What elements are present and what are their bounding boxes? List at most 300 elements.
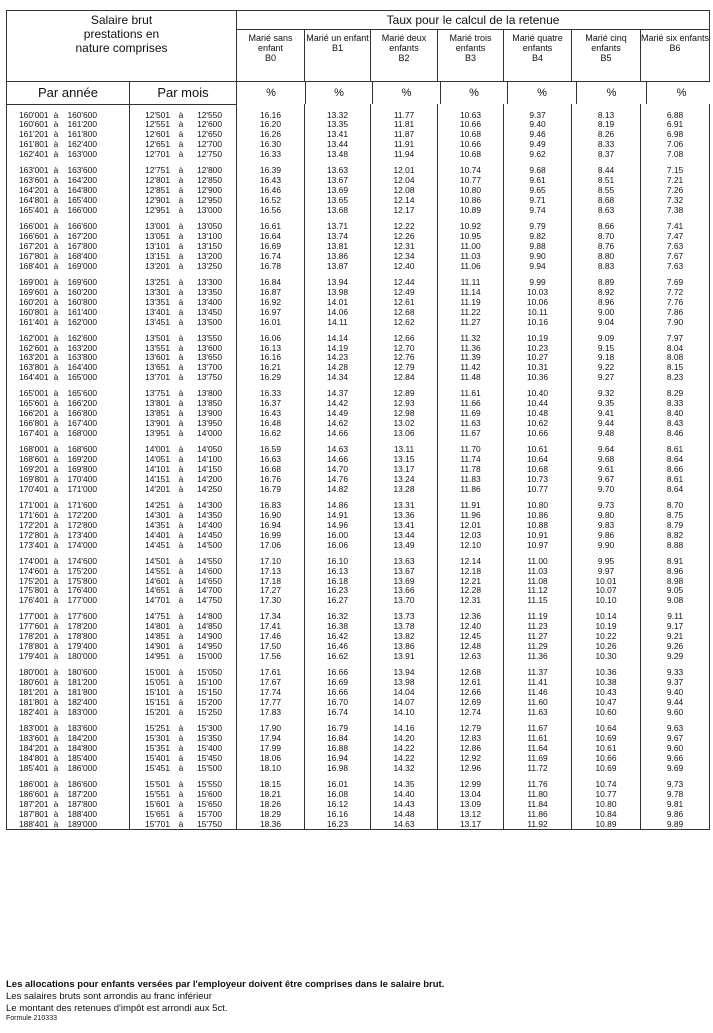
rate-cell-b6: 9.89	[641, 820, 710, 830]
range-from: 170'401	[19, 483, 49, 494]
rate-cell-b3: 11.67	[438, 429, 504, 439]
rate-cell-b0: 16.56	[237, 206, 305, 216]
range-from: 14'951	[145, 651, 170, 662]
rate-cell-b1: 16.42	[305, 632, 371, 642]
range-to: 166'600	[67, 221, 97, 232]
rate-cell-b0: 16.33	[237, 150, 305, 160]
rate-cell-b2: 13.66	[371, 586, 438, 596]
range-separator: à	[53, 444, 59, 455]
rate-cell-b0: 17.50	[237, 642, 305, 652]
rate-cell-b4: 10.66	[504, 429, 572, 439]
range-to: 166'000	[67, 205, 97, 216]
range-separator: à	[178, 195, 184, 206]
range-from: 13'951	[145, 428, 170, 439]
rate-cell-b5: 9.35	[572, 399, 641, 409]
range-from: 13'551	[145, 342, 170, 353]
rate-cell-b0: 16.94	[237, 521, 305, 531]
range-from: 168'401	[19, 260, 49, 271]
table-row	[7, 596, 710, 606]
rate-cell-b3: 12.83	[438, 734, 504, 744]
range-to: 162'600	[67, 332, 97, 343]
rate-cell-b2: 14.35	[371, 780, 438, 790]
rate-cell-b6: 9.67	[641, 734, 710, 744]
rate-cell-b6: 8.08	[641, 353, 710, 363]
rate-cell-b0: 16.62	[237, 429, 305, 439]
range-from: 12'801	[145, 175, 170, 186]
rate-cell-b2: 12.89	[371, 389, 438, 399]
column-code: B2	[398, 53, 410, 63]
range-from: 166'601	[19, 230, 49, 241]
column-header-b0	[237, 30, 305, 82]
range-to: 163'200	[67, 342, 97, 353]
range-from: 15'151	[145, 697, 170, 708]
rate-cell-b2: 14.22	[371, 744, 438, 754]
rate-cell-b5: 10.77	[572, 790, 641, 800]
range-to: 165'400	[67, 195, 97, 206]
rate-cell-b2: 11.91	[371, 140, 438, 150]
range-from: 188'401	[19, 818, 49, 829]
rate-cell-b3: 10.80	[438, 186, 504, 196]
rate-cell-b3: 11.83	[438, 475, 504, 485]
range-separator: à	[53, 149, 59, 160]
range-from: 175'801	[19, 585, 49, 596]
range-to: 162'400	[67, 139, 97, 150]
range-from: 168'001	[19, 444, 49, 455]
rate-cell-b4: 11.00	[504, 557, 572, 567]
range-separator: à	[53, 555, 59, 566]
range-separator: à	[178, 762, 184, 773]
range-separator: à	[178, 388, 184, 399]
range-separator: à	[178, 509, 184, 520]
rate-cell-b1: 13.44	[305, 140, 371, 150]
rate-cell-b0: 16.90	[237, 511, 305, 521]
rate-cell-b0: 16.46	[237, 186, 305, 196]
range-separator: à	[53, 306, 59, 317]
rate-cell-b1: 13.74	[305, 232, 371, 242]
range-separator: à	[53, 752, 59, 763]
column-header-b3	[438, 30, 504, 82]
rate-cell-b4: 9.49	[504, 140, 572, 150]
rate-cell-b2: 14.40	[371, 790, 438, 800]
range-to: 12'900	[197, 185, 222, 196]
rate-cell-b3: 12.03	[438, 531, 504, 541]
rate-cell-b4: 10.06	[504, 298, 572, 308]
rate-cell-b2: 12.93	[371, 399, 438, 409]
rate-cell-b1: 16.00	[305, 531, 371, 541]
rate-cell-b1: 14.76	[305, 475, 371, 485]
rate-cell-b2: 12.62	[371, 318, 438, 328]
rate-cell-b5: 10.66	[572, 754, 641, 764]
range-separator: à	[53, 742, 59, 753]
range-separator: à	[178, 408, 184, 419]
rate-cell-b5: 10.80	[572, 800, 641, 810]
range-separator: à	[178, 641, 184, 652]
rate-cell-b1: 16.08	[305, 790, 371, 800]
rate-cell-b5: 10.64	[572, 724, 641, 734]
range-to: 12'800	[197, 165, 222, 176]
range-from: 186'601	[19, 788, 49, 799]
rate-cell-b5: 9.41	[572, 409, 641, 419]
rate-cell-b0: 17.13	[237, 567, 305, 577]
range-separator: à	[53, 316, 59, 327]
rate-cell-b1: 16.16	[305, 810, 371, 820]
rate-cell-b2: 13.78	[371, 622, 438, 632]
rate-cell-b2: 12.17	[371, 206, 438, 216]
range-to: 13'050	[197, 221, 222, 232]
rate-cell-b2: 12.22	[371, 222, 438, 232]
rate-cell-b4: 11.84	[504, 800, 572, 810]
range-from: 12'651	[145, 139, 170, 150]
tax-rate-table	[6, 10, 710, 830]
range-separator: à	[53, 529, 59, 540]
column-label: Marié quatre enfants	[512, 33, 563, 53]
rate-cell-b0: 17.46	[237, 632, 305, 642]
range-separator: à	[53, 418, 59, 429]
rate-cell-b4: 11.92	[504, 820, 572, 830]
range-to: 169'000	[67, 260, 97, 271]
range-separator: à	[53, 509, 59, 520]
range-from: 15'501	[145, 778, 170, 789]
rate-cell-b0: 17.18	[237, 577, 305, 587]
range-to: 169'800	[67, 464, 97, 474]
range-from: 15'351	[145, 742, 170, 753]
rate-cell-b5: 10.84	[572, 810, 641, 820]
rate-cell-b4: 11.15	[504, 596, 572, 606]
range-to: 13'800	[197, 388, 222, 399]
rate-cell-b4: 11.86	[504, 810, 572, 820]
range-to: 15'350	[197, 732, 222, 743]
column-label: Marié six enfants	[641, 33, 710, 43]
taux-header: Taux pour le calcul de la retenue	[237, 11, 710, 30]
range-to: 14'200	[197, 473, 222, 484]
range-to: 12'750	[197, 149, 222, 160]
range-separator: à	[178, 398, 184, 409]
range-from: 14'551	[145, 565, 170, 576]
rate-cell-b1: 16.79	[305, 724, 371, 734]
range-to: 171'000	[67, 483, 97, 494]
range-separator: à	[178, 499, 184, 510]
rate-cell-b1: 13.87	[305, 262, 371, 272]
range-separator: à	[178, 808, 184, 819]
range-from: 13'301	[145, 286, 170, 297]
range-to: 170'400	[67, 473, 97, 484]
rate-cell-b4: 9.88	[504, 242, 572, 252]
rate-cell-b2: 14.48	[371, 810, 438, 820]
rate-cell-b1: 13.69	[305, 186, 371, 196]
rate-cell-b3: 11.03	[438, 252, 504, 262]
rate-cell-b5: 8.37	[572, 150, 641, 160]
range-separator: à	[178, 149, 184, 160]
rate-cell-b4: 10.61	[504, 445, 572, 455]
range-to: 188'400	[67, 808, 97, 819]
range-from: 160'001	[19, 109, 49, 120]
range-separator: à	[53, 788, 59, 799]
range-from: 163'801	[19, 362, 49, 373]
rate-cell-b0: 16.52	[237, 196, 305, 206]
rate-cell-b2: 13.28	[371, 485, 438, 495]
range-to: 12'950	[197, 195, 222, 206]
rate-cell-b2: 12.61	[371, 298, 438, 308]
rate-cell-b0: 18.06	[237, 754, 305, 764]
rate-cell-b3: 11.66	[438, 399, 504, 409]
rate-cell-b3: 10.63	[438, 111, 504, 121]
rate-cell-b4: 11.41	[504, 678, 572, 688]
rate-cell-b1: 13.68	[305, 206, 371, 216]
rate-cell-b0: 16.92	[237, 298, 305, 308]
range-from: 15'301	[145, 732, 170, 743]
range-from: 187'201	[19, 798, 49, 809]
rate-cell-b6: 8.70	[641, 501, 710, 511]
range-separator: à	[53, 372, 59, 383]
rate-cell-b3: 12.86	[438, 744, 504, 754]
rate-cell-b6: 8.61	[641, 475, 710, 485]
range-separator: à	[53, 818, 59, 829]
rate-cell-b2: 12.49	[371, 288, 438, 298]
rate-cell-b2: 12.66	[371, 334, 438, 344]
rate-cell-b5: 8.51	[572, 176, 641, 186]
rate-cell-b5: 9.73	[572, 501, 641, 511]
rate-cell-b5: 9.86	[572, 531, 641, 541]
range-separator: à	[178, 697, 184, 708]
rate-cell-b1: 16.66	[305, 688, 371, 698]
rate-cell-b6: 7.86	[641, 308, 710, 318]
rate-cell-b6: 9.60	[641, 744, 710, 754]
range-to: 169'600	[67, 276, 97, 287]
range-to: 14'050	[197, 444, 222, 455]
rate-rows	[7, 104, 710, 830]
rate-cell-b5: 9.44	[572, 419, 641, 429]
rate-cell-b0: 16.76	[237, 475, 305, 485]
range-separator: à	[178, 240, 184, 251]
range-from: 13'451	[145, 316, 170, 327]
range-separator: à	[178, 611, 184, 622]
rate-cell-b6: 7.63	[641, 262, 710, 272]
range-from: 13'001	[145, 221, 170, 232]
range-to: 174'000	[67, 539, 97, 550]
range-from: 165'601	[19, 398, 49, 409]
range-to: 14'900	[197, 631, 222, 642]
unit-percent: %	[441, 82, 508, 104]
rate-cell-b3: 13.04	[438, 790, 504, 800]
rate-cell-b5: 9.32	[572, 389, 641, 399]
range-from: 164'401	[19, 372, 49, 383]
range-separator: à	[178, 473, 184, 484]
column-code: B3	[464, 53, 476, 63]
rate-cell-b5: 10.22	[572, 632, 641, 642]
rate-cell-b5: 8.92	[572, 288, 641, 298]
range-from: 14'701	[145, 595, 170, 606]
rate-cell-b1: 14.37	[305, 389, 371, 399]
range-separator: à	[178, 555, 184, 566]
range-from: 15'701	[145, 818, 170, 829]
rate-cell-b2: 14.10	[371, 708, 438, 718]
rate-cell-b4: 9.37	[504, 111, 572, 121]
range-separator: à	[178, 129, 184, 140]
rate-cell-b0: 16.39	[237, 166, 305, 176]
rate-cell-b0: 17.61	[237, 668, 305, 678]
rate-cell-b4: 10.16	[504, 318, 572, 328]
range-to: 167'400	[67, 418, 97, 429]
table-row	[7, 373, 710, 383]
range-from: 177'601	[19, 621, 49, 632]
rate-cell-b0: 16.43	[237, 176, 305, 186]
range-to: 177'000	[67, 595, 97, 606]
rate-cell-b2: 11.87	[371, 130, 438, 140]
table-row	[7, 652, 710, 662]
rate-cell-b1: 13.81	[305, 242, 371, 252]
range-separator: à	[53, 808, 59, 819]
range-from: 14'451	[145, 539, 170, 550]
range-separator: à	[178, 464, 184, 474]
rate-cell-b4: 10.40	[504, 389, 572, 399]
rate-cell-b4: 11.08	[504, 577, 572, 587]
range-separator: à	[178, 778, 184, 789]
range-separator: à	[178, 230, 184, 241]
rate-cell-b3: 10.92	[438, 222, 504, 232]
rate-cell-b5: 9.04	[572, 318, 641, 328]
range-to: 15'050	[197, 667, 222, 678]
rate-cell-b6: 9.08	[641, 596, 710, 606]
range-from: 14'101	[145, 464, 170, 474]
range-from: 15'101	[145, 687, 170, 698]
range-separator: à	[178, 352, 184, 363]
range-separator: à	[178, 621, 184, 632]
rate-cell-b1: 13.98	[305, 288, 371, 298]
rate-cell-b5: 10.43	[572, 688, 641, 698]
range-separator: à	[178, 306, 184, 317]
rate-cell-b6: 9.73	[641, 780, 710, 790]
range-to: 163'000	[67, 149, 97, 160]
rate-cell-b0: 16.83	[237, 501, 305, 511]
rate-cell-b1: 13.71	[305, 222, 371, 232]
range-from: 14'751	[145, 611, 170, 622]
footer-notes	[6, 979, 709, 1024]
rate-cell-b1: 16.06	[305, 541, 371, 551]
range-from: 12'701	[145, 149, 170, 160]
range-separator: à	[178, 109, 184, 120]
rate-cell-b3: 11.74	[438, 455, 504, 465]
rate-cell-b2: 13.70	[371, 596, 438, 606]
range-separator: à	[178, 342, 184, 353]
range-separator: à	[178, 444, 184, 455]
range-separator: à	[53, 398, 59, 409]
rate-cell-b5: 10.47	[572, 698, 641, 708]
rate-cell-b3: 10.68	[438, 150, 504, 160]
rate-cell-b5: 10.69	[572, 734, 641, 744]
rate-cell-b1: 14.19	[305, 344, 371, 354]
rate-cell-b1: 16.74	[305, 708, 371, 718]
range-to: 15'250	[197, 706, 222, 717]
rate-cell-b5: 10.14	[572, 612, 641, 622]
range-from: 187'801	[19, 808, 49, 819]
rate-cell-b1: 16.23	[305, 820, 371, 830]
range-from: 13'151	[145, 250, 170, 261]
range-from: 14'201	[145, 483, 170, 494]
range-separator: à	[53, 464, 59, 474]
range-to: 177'600	[67, 611, 97, 622]
rate-cell-b2: 14.07	[371, 698, 438, 708]
rate-cell-b1: 16.84	[305, 734, 371, 744]
range-to: 13'400	[197, 296, 222, 307]
range-to: 162'000	[67, 316, 97, 327]
rate-cell-b5: 8.68	[572, 196, 641, 206]
column-header-b1	[305, 30, 371, 82]
rate-cell-b0: 16.06	[237, 334, 305, 344]
rate-cell-b2: 12.26	[371, 232, 438, 242]
rate-cell-b3: 10.66	[438, 140, 504, 150]
range-separator: à	[53, 539, 59, 550]
range-separator: à	[178, 139, 184, 150]
rate-cell-b5: 8.76	[572, 242, 641, 252]
rate-cell-b5: 10.36	[572, 668, 641, 678]
range-to: 165'600	[67, 388, 97, 399]
range-to: 171'600	[67, 499, 97, 510]
range-from: 178'201	[19, 631, 49, 642]
range-to: 178'800	[67, 631, 97, 642]
range-from: 175'201	[19, 575, 49, 586]
range-to: 12'600	[197, 119, 222, 130]
rate-cell-b3: 12.10	[438, 541, 504, 551]
rate-cell-b1: 13.86	[305, 252, 371, 262]
range-from: 12'751	[145, 165, 170, 176]
range-to: 15'150	[197, 687, 222, 698]
range-from: 14'401	[145, 529, 170, 540]
range-from: 184'201	[19, 742, 49, 753]
rate-cell-b4: 11.60	[504, 698, 572, 708]
range-from: 179'401	[19, 651, 49, 662]
range-separator: à	[178, 788, 184, 799]
range-separator: à	[178, 483, 184, 494]
rate-cell-b1: 16.10	[305, 557, 371, 567]
range-to: 13'650	[197, 352, 222, 363]
range-separator: à	[178, 687, 184, 698]
rate-cell-b0: 16.68	[237, 465, 305, 475]
range-separator: à	[178, 418, 184, 429]
rate-cell-b3: 11.39	[438, 353, 504, 363]
rate-cell-b3: 11.06	[438, 262, 504, 272]
rate-cell-b0: 16.13	[237, 344, 305, 354]
range-to: 12'550	[197, 109, 222, 120]
table-row	[7, 764, 710, 774]
rate-cell-b5: 10.60	[572, 708, 641, 718]
rate-cell-b0: 16.87	[237, 288, 305, 298]
rate-cell-b2: 14.63	[371, 820, 438, 830]
rate-cell-b2: 13.02	[371, 419, 438, 429]
rate-cell-b0: 17.06	[237, 541, 305, 551]
range-to: 13'550	[197, 332, 222, 343]
range-separator: à	[53, 585, 59, 596]
range-separator: à	[178, 286, 184, 297]
rate-cell-b6: 8.23	[641, 373, 710, 383]
column-code: B0	[264, 53, 276, 63]
range-from: 167'201	[19, 240, 49, 251]
column-code: B1	[331, 43, 343, 53]
rate-cell-b3: 10.77	[438, 176, 504, 186]
range-from: 13'251	[145, 276, 170, 287]
tax-rate-sheet	[6, 10, 709, 830]
range-separator: à	[178, 250, 184, 261]
rate-cell-b4: 10.64	[504, 455, 572, 465]
rate-cell-b5: 10.74	[572, 780, 641, 790]
range-to: 167'200	[67, 230, 97, 241]
rate-cell-b0: 16.30	[237, 140, 305, 150]
rate-cell-b5: 8.66	[572, 222, 641, 232]
rate-cell-b5: 9.18	[572, 353, 641, 363]
rate-cell-b0: 17.90	[237, 724, 305, 734]
range-separator: à	[53, 621, 59, 632]
par-mois-header: Par mois	[130, 82, 237, 105]
range-separator: à	[178, 428, 184, 439]
